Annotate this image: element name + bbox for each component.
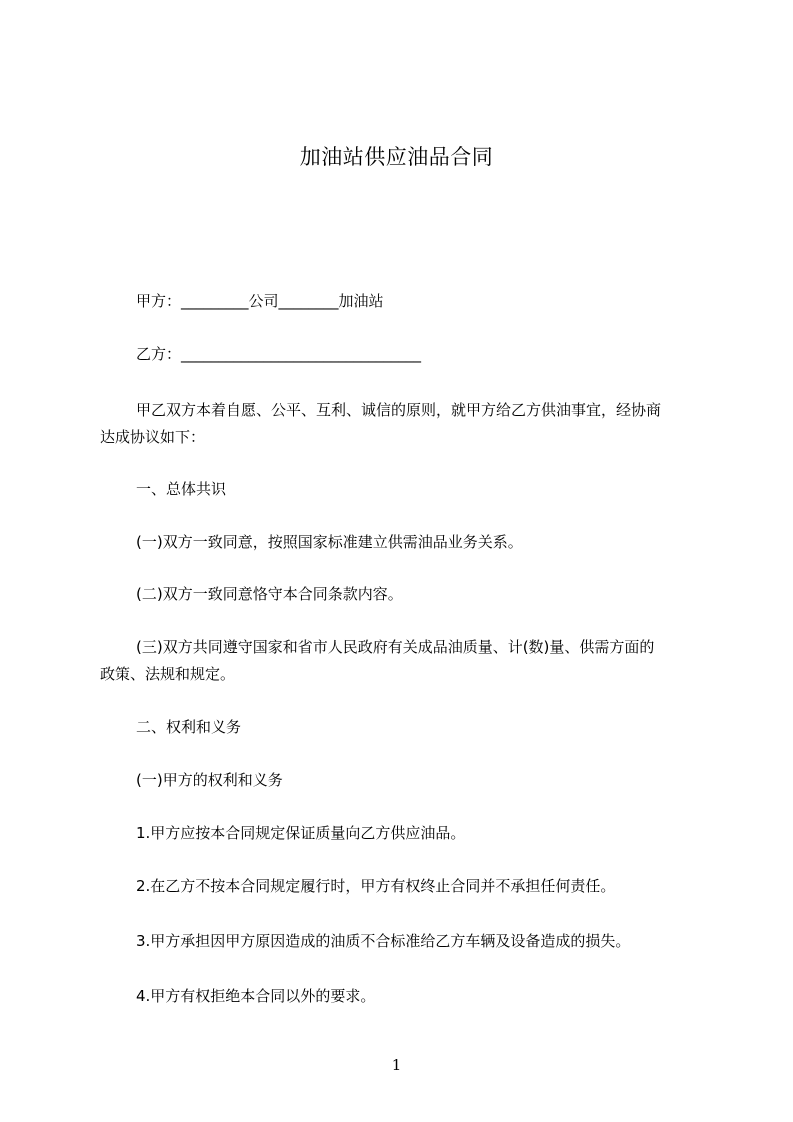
section-2-item-3: 3.甲方承担因甲方原因造成的油质不合标准给乙方车辆及设备造成的损失。	[136, 932, 631, 950]
section-2-item-2: 2.在乙方不按本合同规定履行时，甲方有权终止合同并不承担任何责任。	[136, 877, 616, 895]
party-a-line: 甲方：_________公司________加油站	[136, 292, 384, 310]
section-2-heading: 二、权利和义务	[136, 718, 242, 736]
page-number: 1	[391, 1056, 402, 1074]
section-1-item-2: (二)双方一致同意恪守本合同条款内容。	[136, 585, 403, 603]
section-1-item-3-line1: (三)双方共同遵守国家和省市人民政府有关成品油质量、计(数)量、供需方面的	[136, 638, 655, 656]
section-1-heading: 一、总体共识	[136, 480, 227, 498]
intro-paragraph-line2: 达成协议如下：	[100, 428, 206, 446]
section-2-subheading-1: (一)甲方的权利和义务	[136, 771, 283, 789]
section-1-item-1: (一)双方一致同意，按照国家标准建立供需油品业务关系。	[136, 533, 523, 551]
section-2-item-4: 4.甲方有权拒绝本合同以外的要求。	[136, 987, 376, 1005]
intro-paragraph-line1: 甲乙双方本着自愿、公平、互利、诚信的原则，就甲方给乙方供油事宜，经协商	[136, 401, 662, 419]
section-2-item-1: 1.甲方应按本合同规定保证质量向乙方供应油品。	[136, 824, 466, 842]
document-title: 加油站供应油品合同	[299, 145, 494, 169]
section-1-item-3-line2: 政策、法规和规定。	[100, 665, 236, 683]
party-b-line: 乙方：________________________________	[136, 345, 422, 363]
